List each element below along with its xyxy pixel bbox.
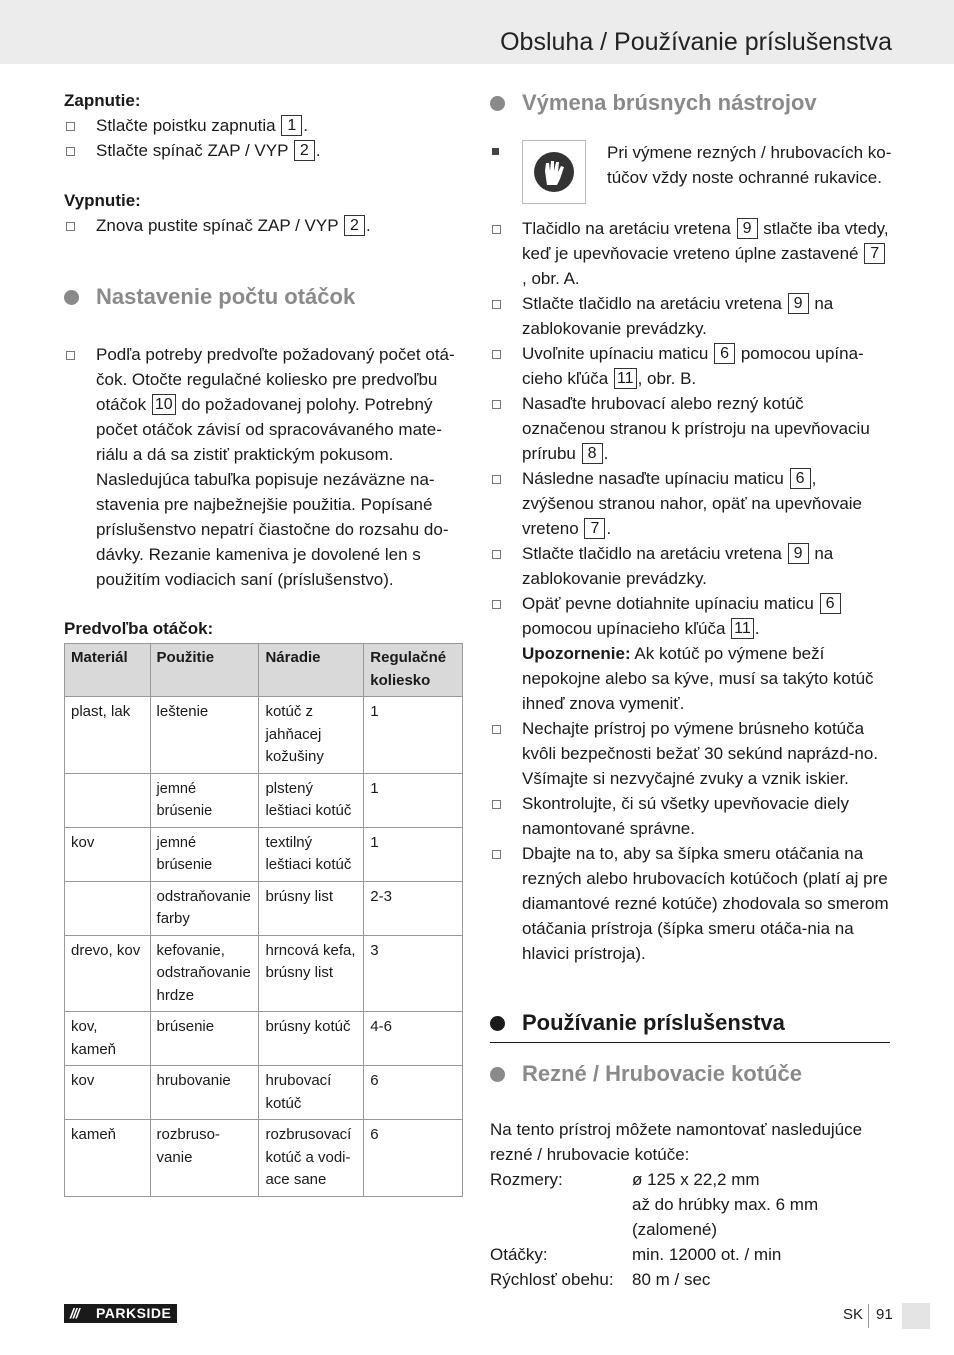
spec-value: min. 12000 ot. / min (632, 1245, 782, 1264)
parkside-logo: /// PARKSIDE (64, 1304, 177, 1323)
list-item: Uvoľnite upínaciu maticu 6 pomocou upína-cieho kľúča 11 , obr. B. (490, 341, 890, 391)
table-row: plast, lak leštenie kotúč z jahňacej kožušiny 1 (65, 697, 463, 774)
replace-section-heading: Výmena brúsnych nástrojov (490, 88, 890, 118)
speed-paragraph: Podľa potreby predvoľte požadovaný počet otá- čok. Otočte regulačné koliesko pre predvoľbu otáčok 10 do požadovanej polohy. Potrebný počet otáčok závisí od spracovávaného mate- riálu a dá sa zistiť praktickým pokusom. Nasledujúca tabuľka popisuje nezáväzne na- stavenia pre najbežnejšie použitia. Popísané príslušenstvo nepatrí čiastočne do rozsahu do- dávky. Rezanie kameniva je dovolené len s použitím vodiacich saní (príslušenstvo). (64, 342, 464, 592)
ref-number: 6 (714, 343, 735, 364)
ref-number: 9 (788, 293, 809, 314)
discs-specs (490, 1167, 890, 1292)
zapnutie-item-2: Stlačte spínač ZAP / VYP 2 . (64, 138, 464, 163)
speed-section-heading: Nastavenie počtu otáčok (64, 282, 464, 312)
spec-value: ø 125 x 22,2 mm až do hrúbky max. 6 mm (zalomené) (632, 1170, 819, 1239)
discs-intro: Na tento prístroj môžete namontovať nasledujúce rezné / hrubovacie kotúče: (490, 1120, 863, 1164)
gloves-warning-text: Pri výmene rezných / hrubovacích ko-túčov vždy noste ochranné rukavice. (607, 143, 892, 187)
zapnutie-item-1: Stlačte poistku zapnutia 1 . (64, 113, 464, 138)
header-bar (0, 0, 954, 64)
page-number: 91 (876, 1306, 893, 1323)
table-header: Materiál (65, 644, 151, 697)
spec-row (490, 1267, 890, 1292)
footer-divider (868, 1304, 869, 1328)
page-tab (902, 1303, 930, 1329)
list-item: Stlačte tlačidlo na aretáciu vretena 9 na zablokovanie prevádzky. (490, 541, 890, 591)
spec-key: Otáčky: (490, 1245, 548, 1264)
list-item: Tlačidlo na aretáciu vretena 9 stlačte iba vtedy, keď je upevňovacie vreteno úplne zastavené 7, obr. A. (490, 216, 890, 291)
ref-number: 10 (152, 394, 176, 415)
gloves-icon (522, 140, 586, 204)
list-item: Opäť pevne dotiahnite upínaciu maticu 6 pomocou upínacieho kľúča 11 . Upozornenie: Ak kotúč po výmene beží nepokojne alebo sa kýve, musí sa takýto kotúč ihneď znova vymeniť. (490, 591, 890, 716)
note-label: Upozornenie: (522, 644, 631, 663)
table-row: kameň rozbruso-vanie rozbrusovací kotúč a vodi-ace sane 6 (65, 1120, 463, 1197)
list-item: Stlačte tlačidlo na aretáciu vretena 9 na zablokovanie prevádzky. (490, 291, 890, 341)
bullet-dot-icon (490, 1016, 505, 1031)
ref-number: 9 (737, 218, 758, 239)
table-header-row (65, 644, 463, 697)
table-row: odstraňovanie farby brúsny list 2-3 (65, 881, 463, 935)
list-item: Dbajte na to, aby sa šípka smeru otáčania na rezných alebo hrubovacích kotúčoch (platí aj pre diamantové rezné kotúče) zhodovala so smerom otáčania prístroja (šípka smeru otáča-nia na hlavici prístroja). (490, 841, 890, 966)
left-column (64, 88, 464, 1197)
ref-number: 11 (614, 368, 637, 389)
page-title: Obsluha / Používanie príslušenstva (500, 28, 892, 56)
table-row: jemné brúsenie plstený leštiaci kotúč 1 (65, 773, 463, 827)
vypnutie-item-1: Znova pustite spínač ZAP / VYP 2 . (64, 213, 464, 238)
table-row: drevo, kov kefovanie, odstraňovanie hrdze hrncová kefa, brúsny list 3 (65, 935, 463, 1012)
ref-number: 11 (731, 618, 754, 639)
bullet-dot-icon (64, 290, 79, 305)
ref-number: 8 (582, 443, 603, 464)
bullet-dot-icon (490, 1067, 505, 1082)
table-row: kov hrubovanie hrubovací kotúč 6 (65, 1066, 463, 1120)
ref-number: 7 (864, 243, 885, 264)
zapnutie-label: Zapnutie: (64, 91, 141, 110)
ref-number: 7 (584, 518, 605, 539)
ref-number: 2 (344, 215, 365, 236)
spec-key: Rozmery: (490, 1170, 563, 1189)
accessories-heading: Používanie príslušenstva (490, 1008, 890, 1043)
table-header: Použitie (150, 644, 259, 697)
gloves-warning (490, 140, 890, 210)
vypnutie-label: Vypnutie: (64, 191, 141, 210)
spec-row (490, 1167, 890, 1242)
ref-number: 9 (788, 543, 809, 564)
ref-number: 1 (281, 115, 302, 136)
replace-steps-list (490, 216, 890, 966)
table-row: kov jemné brúsenie textilný leštiaci kotúč 1 (65, 827, 463, 881)
list-item: Nechajte prístroj po výmene brúsneho kotúča kvôli bezpečnosti bežať 30 sekúnd naprázd-no. Všímajte si nezvyčajné zvuky a vznik iskier. (490, 716, 890, 791)
speed-table (64, 643, 463, 1197)
table-header: Náradie (259, 644, 364, 697)
bullet-dot-icon (490, 96, 505, 111)
table-label: Predvoľba otáčok: (64, 619, 214, 638)
table-header: Regulačné koliesko (364, 644, 463, 697)
table-row: kov, kameň brúsenie brúsny kotúč 4-6 (65, 1012, 463, 1066)
language-code: SK (843, 1306, 864, 1323)
right-column (490, 88, 890, 1292)
list-item: Nasaďte hrubovací alebo rezný kotúč označenou stranou k prístroju na upevňovaciu prírubu 8 . (490, 391, 890, 466)
discs-heading: Rezné / Hrubovacie kotúče (490, 1059, 890, 1089)
list-item: Skontrolujte, či sú všetky upevňovacie diely namontované správne. (490, 791, 890, 841)
ref-number: 6 (790, 468, 811, 489)
ref-number: 6 (820, 593, 841, 614)
list-item: Následne nasaďte upínaciu maticu 6 , zvýšenou stranou nahor, opäť na upevňovaie vreteno 7 . (490, 466, 890, 541)
spec-value: 80 m / sec (632, 1270, 711, 1289)
spec-key: Rýchlosť obehu: (490, 1270, 614, 1289)
spec-row (490, 1242, 890, 1267)
bullet-square-icon (492, 148, 499, 155)
ref-number: 2 (294, 140, 315, 161)
